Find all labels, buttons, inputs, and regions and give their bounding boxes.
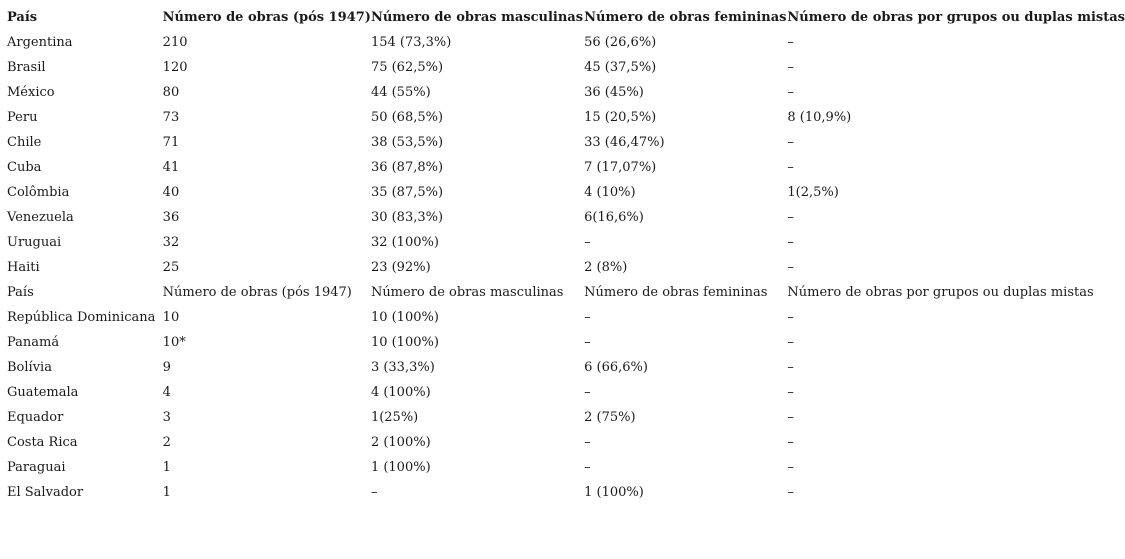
header-male-works: Número de obras masculinas [370,10,584,25]
cell-female-works: – [584,460,591,475]
cell-country: El Salvador [7,485,84,500]
cell-mixed-works: – [787,35,794,50]
cell-mixed-works: – [787,410,794,425]
cell-total-works: 10 [162,310,180,325]
cell-female-works: 6 (66,6%) [584,360,648,375]
table-header [7,5,1125,30]
cell-female-works: 33 (46,47%) [584,135,665,150]
data-table-container [7,5,1125,505]
cell-male-works: 2 (100%) [370,435,431,450]
table-row [7,330,1125,355]
cell-total-works: Número de obras (pós 1947) [162,285,352,300]
cell-female-works: Número de obras femininas [584,285,768,300]
cell-country: Argentina [7,35,73,50]
cell-total-works: 120 [162,60,188,75]
cell-female-works: – [584,235,591,250]
works-by-country-table [7,5,1125,505]
cell-country: Guatemala [7,385,79,400]
table-row [7,105,1125,130]
cell-country: México [7,85,55,100]
cell-mixed-works: – [787,85,794,100]
cell-total-works: 9 [162,360,171,375]
cell-female-works: – [584,335,591,350]
cell-female-works: 2 (8%) [584,260,628,275]
cell-total-works: 10* [162,335,186,350]
table-row [7,205,1125,230]
cell-country: Venezuela [7,210,74,225]
cell-mixed-works: – [787,360,794,375]
cell-country: Uruguai [7,235,62,250]
table-row [7,155,1125,180]
cell-country: País [7,285,34,300]
cell-male-works: 30 (83,3%) [370,210,444,225]
cell-mixed-works: – [787,160,794,175]
cell-total-works: 71 [162,135,180,150]
cell-country: Costa Rica [7,435,78,450]
cell-mixed-works: – [787,335,794,350]
cell-mixed-works: – [787,60,794,75]
cell-total-works: 3 [162,410,171,425]
cell-male-works: 23 (92%) [370,260,431,275]
cell-country: Cuba [7,160,42,175]
table-row [7,280,1125,305]
table-row [7,305,1125,330]
cell-male-works: 50 (68,5%) [370,110,444,125]
cell-female-works: – [584,435,591,450]
cell-mixed-works: – [787,135,794,150]
cell-country: Peru [7,110,38,125]
table-row [7,430,1125,455]
cell-country: República Dominicana [7,310,156,325]
cell-female-works: 4 (10%) [584,185,636,200]
cell-male-works: 1 (100%) [370,460,431,475]
cell-mixed-works: – [787,235,794,250]
cell-female-works: – [584,310,591,325]
cell-female-works: 2 (75%) [584,410,636,425]
cell-female-works: – [584,385,591,400]
cell-mixed-works: – [787,460,794,475]
table-row [7,355,1125,380]
cell-male-works: 10 (100%) [370,310,439,325]
table-row [7,130,1125,155]
cell-mixed-works: – [787,385,794,400]
cell-mixed-works: – [787,260,794,275]
cell-male-works: – [370,485,378,500]
table-row [7,180,1125,205]
cell-male-works: 38 (53,5%) [370,135,444,150]
header-row [7,5,1125,30]
cell-total-works: 25 [162,260,180,275]
cell-country: Chile [7,135,42,150]
cell-country: Colômbia [7,185,70,200]
cell-male-works: 35 (87,5%) [370,185,444,200]
cell-total-works: 36 [162,210,180,225]
cell-male-works: 3 (33,3%) [370,360,435,375]
table-row [7,255,1125,280]
header-country: País [7,10,38,25]
cell-country: Haiti [7,260,40,275]
cell-female-works: 56 (26,6%) [584,35,657,50]
table-row [7,230,1125,255]
cell-country: Panamá [7,335,60,350]
cell-total-works: 40 [162,185,180,200]
cell-mixed-works: – [787,210,794,225]
cell-female-works: 45 (37,5%) [584,60,657,75]
cell-male-works: 36 (87,8%) [370,160,444,175]
table-row [7,455,1125,480]
cell-mixed-works: 1(2,5%) [787,185,839,200]
table-body [7,30,1125,505]
cell-country: Equador [7,410,64,425]
cell-mixed-works: – [787,310,794,325]
cell-country: Brasil [7,60,46,75]
cell-total-works: 1 [162,485,171,500]
cell-total-works: 32 [162,235,180,250]
cell-female-works: 7 (17,07%) [584,160,657,175]
cell-total-works: 73 [162,110,180,125]
cell-total-works: 80 [162,85,180,100]
header-mixed-group-works: Número de obras por grupos ou duplas mistas [787,10,1125,25]
cell-male-works: 44 (55%) [370,85,431,100]
table-row [7,480,1125,505]
cell-female-works: 1 (100%) [584,485,644,500]
table-row [7,405,1125,430]
cell-female-works: 6(16,6%) [584,210,644,225]
cell-male-works: 75 (62,5%) [370,60,444,75]
cell-total-works: 2 [162,435,171,450]
header-female-works: Número de obras femininas [584,10,787,25]
cell-total-works: 41 [162,160,180,175]
cell-male-works: Número de obras masculinas [370,285,564,300]
header-total-works: Número de obras (pós 1947) [162,10,371,25]
cell-male-works: 4 (100%) [370,385,431,400]
cell-female-works: 36 (45%) [584,85,644,100]
cell-mixed-works: – [787,435,794,450]
cell-country: Paraguai [7,460,66,475]
table-row [7,80,1125,105]
cell-female-works: 15 (20,5%) [584,110,657,125]
cell-total-works: 1 [162,460,171,475]
cell-country: Bolívia [7,360,52,375]
table-row [7,380,1125,405]
cell-male-works: 1(25%) [370,410,419,425]
cell-total-works: 210 [162,35,188,50]
cell-mixed-works: Número de obras por grupos ou duplas mistas [787,285,1094,300]
table-row [7,30,1125,55]
cell-male-works: 10 (100%) [370,335,439,350]
table-row [7,55,1125,80]
cell-male-works: 154 (73,3%) [370,35,452,50]
cell-male-works: 32 (100%) [370,235,439,250]
cell-mixed-works: – [787,485,794,500]
cell-total-works: 4 [162,385,171,400]
cell-mixed-works: 8 (10,9%) [787,110,852,125]
